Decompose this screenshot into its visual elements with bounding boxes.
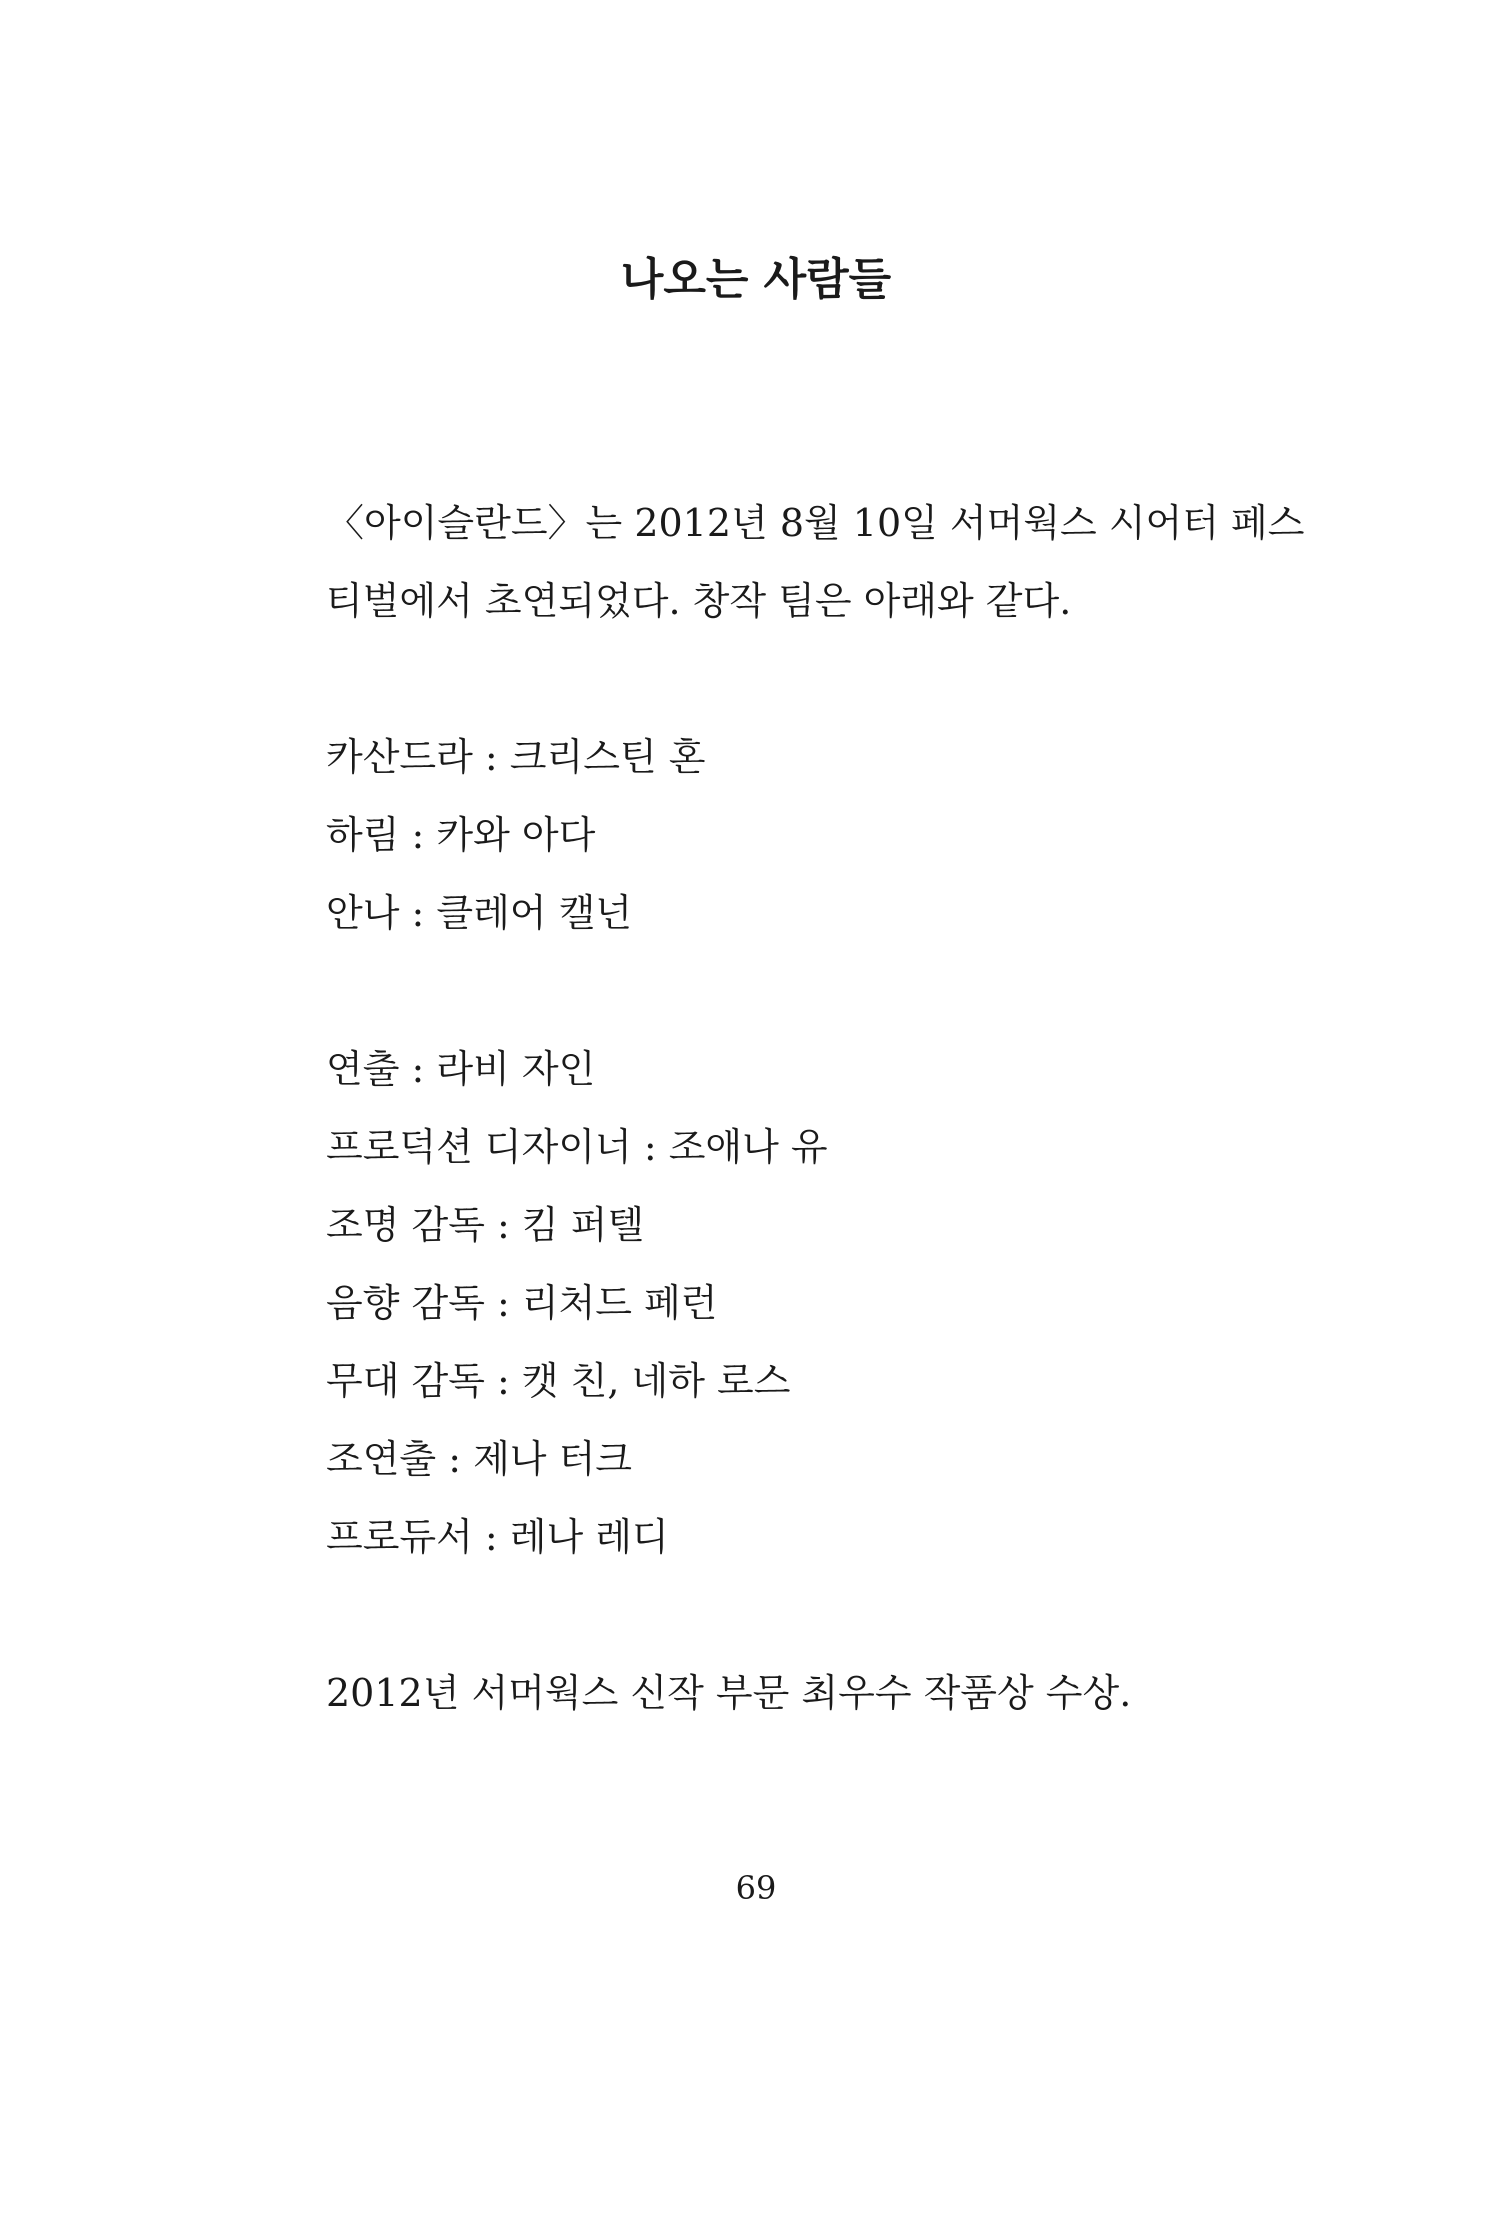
crew-list [326,1030,1286,1576]
body-text [326,484,1305,1732]
cast-item: 하림 : 카와 아다 [326,813,596,857]
page-title: 나오는 사람들 [620,254,892,305]
crew-item: 음향 감독 : 리처드 페런 [326,1281,718,1325]
crew-item: 조연출 : 제나 터크 [326,1437,632,1481]
crew-item: 프로듀서 : 레나 레디 [326,1515,669,1559]
crew-item: 무대 감독 : 캣 친, 네하 로스 [326,1359,791,1403]
cast-list [326,718,1286,952]
cast-item: 카산드라 : 크리스틴 혼 [326,735,706,779]
award-note: 2012년 서머웍스 신작 부문 최우수 작품상 수상. [326,1671,1132,1715]
cast-item: 안나 : 클레어 캘넌 [326,891,632,935]
intro-paragraph [326,484,1305,640]
page-number: 69 [735,1869,777,1907]
crew-item: 프로덕션 디자이너 : 조애나 유 [326,1125,828,1169]
crew-item: 연출 : 라비 자인 [326,1047,596,1091]
intro-line: 티벌에서 초연되었다. 창작 팀은 아래와 같다. [326,579,1072,623]
crew-item: 조명 감독 : 킴 퍼텔 [326,1203,645,1247]
intro-line: 〈아이슬란드〉는 2012년 8월 10일 서머웍스 시어터 페스 [326,501,1305,545]
